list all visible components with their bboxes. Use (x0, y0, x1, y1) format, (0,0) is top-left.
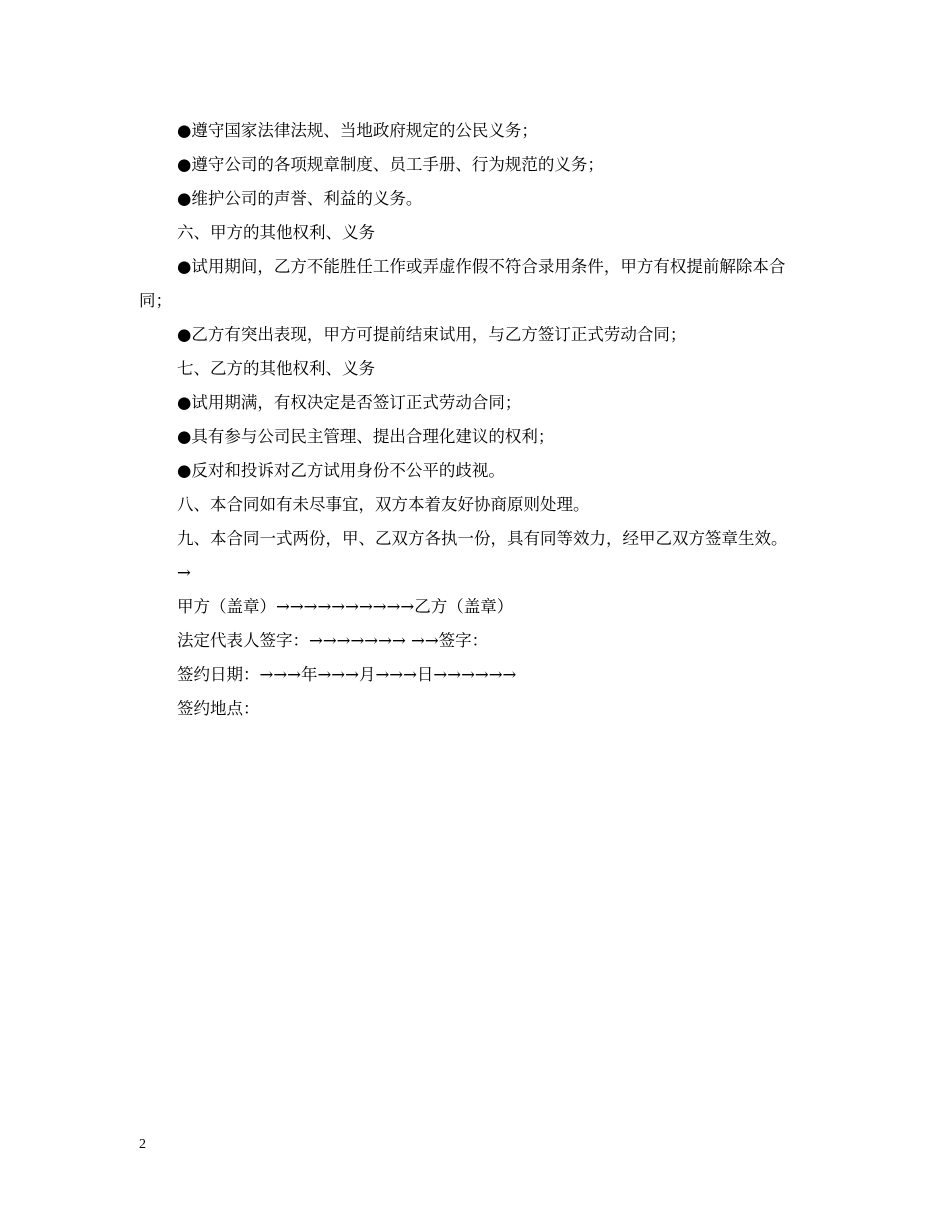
paragraph-early-end-probation: ●乙方有突出表现，甲方可提前结束试用，与乙方签订正式劳动合同； (177, 325, 687, 344)
paragraph-democratic-management: ●具有参与公司民主管理、提出合理化建议的权利； (177, 427, 555, 446)
paragraph-citizen-obligation: ●遵守国家法律法规、当地政府规定的公民义务； (177, 121, 538, 140)
paragraph-reputation-obligation: ●维护公司的声誉、利益的义务。 (177, 189, 423, 208)
signature-line-date: 签约日期：→→→年→→→月→→→日→→→→→→ (177, 665, 517, 684)
tab-marker-line: → (177, 563, 191, 582)
section-heading-party-a: 六、甲方的其他权利、义务 (177, 223, 375, 242)
section-heading-unresolved-matters: 八、本合同如有未尽事宜，双方本着友好协商原则处理。 (177, 495, 590, 514)
section-heading-copies-effect: 九、本合同一式两份，甲、乙双方各执一份，具有同等效力，经甲乙双方签章生效。 (177, 529, 788, 548)
signature-line-seals: 甲方（盖章）→→→→→→→→→→乙方（盖章） (177, 597, 514, 616)
signature-line-representative: 法定代表人签字：→→→→→→→ →→签字： (177, 631, 489, 650)
paragraph-company-rules-obligation: ●遵守公司的各项规章制度、员工手册、行为规范的义务； (177, 155, 604, 174)
section-heading-party-b: 七、乙方的其他权利、义务 (177, 359, 375, 378)
page-number: 2 (139, 1137, 146, 1152)
paragraph-probation-termination: ●试用期间，乙方不能胜任工作或弄虚作假不符合录用条件，甲方有权提前解除本合同； (139, 257, 786, 310)
paragraph-decide-formal-contract: ●试用期满，有权决定是否签订正式劳动合同； (177, 393, 522, 412)
document-body (139, 114, 814, 726)
signature-line-place: 签约地点： (177, 699, 260, 718)
paragraph-oppose-discrimination: ●反对和投诉对乙方试用身份不公平的歧视。 (177, 461, 505, 480)
